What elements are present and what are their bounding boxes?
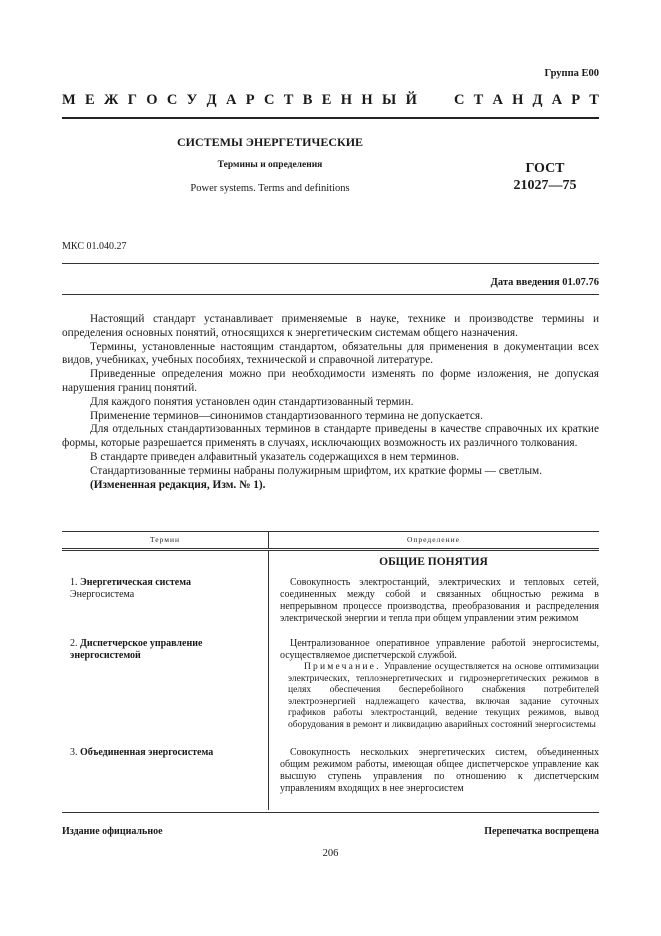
effective-date-label: Дата введения [490,277,560,288]
effective-date [491,277,599,288]
heading-letter: Н [361,92,373,108]
heading-letter: Ы [382,92,397,108]
divider [62,294,599,295]
standard-type-heading [62,92,599,109]
heading-letter: А [492,92,503,108]
heading-letter: У [186,92,198,108]
heading-letter: М [62,92,76,108]
intro-paragraph: Для отдельных стандартизованных терминов в стандарте приведены в качестве справочных их краткие формы, которые разрешается применять в случаях, исключающих возможность их различного толкования. [62,423,599,450]
document-title-english: Power systems. Terms and definitions [190,183,350,194]
heading-letter: Т [473,92,484,108]
definition-text: Централизованное оперативное управление работой энергосистемы, осуществляемое диспетчерской службой. [280,638,599,661]
intro-paragraph: В стандарте приведен алфавитный указатель содержащихся в нем терминов. [90,450,460,463]
amendment-note: (Измененная редакция, Изм. № 1). [90,478,266,491]
term-name: Объединенная энергосистема [80,747,214,758]
term-number: 1. [70,577,78,588]
column-divider [268,550,269,810]
heading-letter: А [225,92,237,108]
footer-reprint-prohibited: Перепечатка воспрещена [484,826,599,837]
table-row-term [70,577,266,601]
definition-note [288,662,599,731]
heading-letter: Е [321,92,332,108]
heading-letter: Д [206,92,217,108]
table-border [62,548,599,549]
heading-letter: Н [512,92,524,108]
intro-paragraph: Термины, установленные настоящим стандартом, обязательны для применения в документации всех видов, учебниках, учебных пособиях, технической и справочной литературе. [62,340,599,367]
page-number: 206 [322,848,339,859]
heading-letter: Ж [104,92,119,108]
column-divider [268,531,269,548]
heading-letter: С [454,92,465,108]
footer-rule [62,812,599,813]
header-rule [62,117,599,119]
heading-letter: Р [245,92,255,108]
gost-number: 21027—75 [513,178,577,193]
standard-word-interstate [62,92,417,109]
section-title: ОБЩИЕ ПОНЯТИЯ [379,556,488,568]
intro-paragraph: Применение терминов—синонимов стандартизованного термина не допускается. [90,409,483,422]
heading-letter: О [146,92,158,108]
term-number: 2. [70,638,78,649]
heading-letter: С [166,92,178,108]
heading-letter: Г [127,92,137,108]
term-name: Диспетчерское управление энергосистемой [70,638,203,661]
effective-date-value: 01.07.76 [562,277,599,288]
gost-label: ГОСТ [525,161,565,176]
term-name: Энергетическая система [80,577,191,588]
intro-paragraph: Приведенные определения можно при необходимости изменять по форме изложения, не допуская нарушения границ понятий. [62,368,599,394]
standard-word-standard [454,92,599,109]
heading-letter: В [302,92,313,108]
heading-letter: Е [85,92,95,108]
note-label: Примечание. [304,662,381,672]
intro-paragraph: Настоящий стандарт устанавливает применяемые в науке, технике и производстве термины и определения основных понятий, относящихся к энергетическим системам общего назначения. [62,313,599,339]
table-border [62,531,599,532]
table-row-definition [280,747,599,795]
document-subtitle: Термины и определения [217,160,323,170]
table-row-term [70,747,266,759]
divider [62,263,599,264]
table-row-term [70,638,266,662]
note-text: Управление осуществляется на основе оптимизации электрических, теплоэнергетических и гидроэнергетических режимов в целях обеспечения бесперебойного снабжения потребителей электроэнергией надлежащего качества, включая задание суточных графиков работы электростанций, ведение текущих режимов, вывод оборудования в ремонт и ликвидацию аварийных состояний энергосистемы [288,662,599,730]
term-short-form: Энергосистема [70,588,135,600]
footer-official-edition: Издание официальное [62,826,163,837]
table-border [62,550,599,551]
mks-code: МКС 01.040.27 [62,241,127,252]
heading-letter: Т [283,92,294,108]
heading-letter: Р [571,92,581,108]
introduction [62,313,599,492]
heading-letter: Т [589,92,599,108]
heading-letter: Й [405,92,417,108]
intro-paragraph: Стандартизованные термины набраны полужирным шрифтом, их краткие формы — светлым. [90,464,543,477]
intro-paragraph: Для каждого понятия установлен один стандартизованный термин. [90,395,414,408]
group-code: Группа Е00 [544,68,599,79]
column-header-term: Термин [149,535,181,544]
table-row-definition [280,577,599,625]
definition-text: Совокупность электростанций, электрических и тепловых сетей, соединенных между собой и связанных общностью режима в непрерывном процессе производства, преобразования и распределения электрической энергии и тепла при общем управлении этим режимом [280,577,599,624]
table-row-definition [280,638,599,662]
definition-text: Совокупность нескольких энергетических систем, объединенных общим режимом работы, имеющая общее диспетчерское управление как высшую ступень управления по отношению к диспетчерским управлениям входящих в нее энергосистем [280,747,599,794]
column-header-definition: Определение [407,535,460,544]
heading-letter: Д [532,92,543,108]
heading-letter: Н [340,92,353,108]
document-title: СИСТЕМЫ ЭНЕРГЕТИЧЕСКИЕ [176,135,364,149]
heading-letter: С [263,92,275,108]
heading-letter: А [551,92,563,108]
term-number: 3. [70,747,78,758]
